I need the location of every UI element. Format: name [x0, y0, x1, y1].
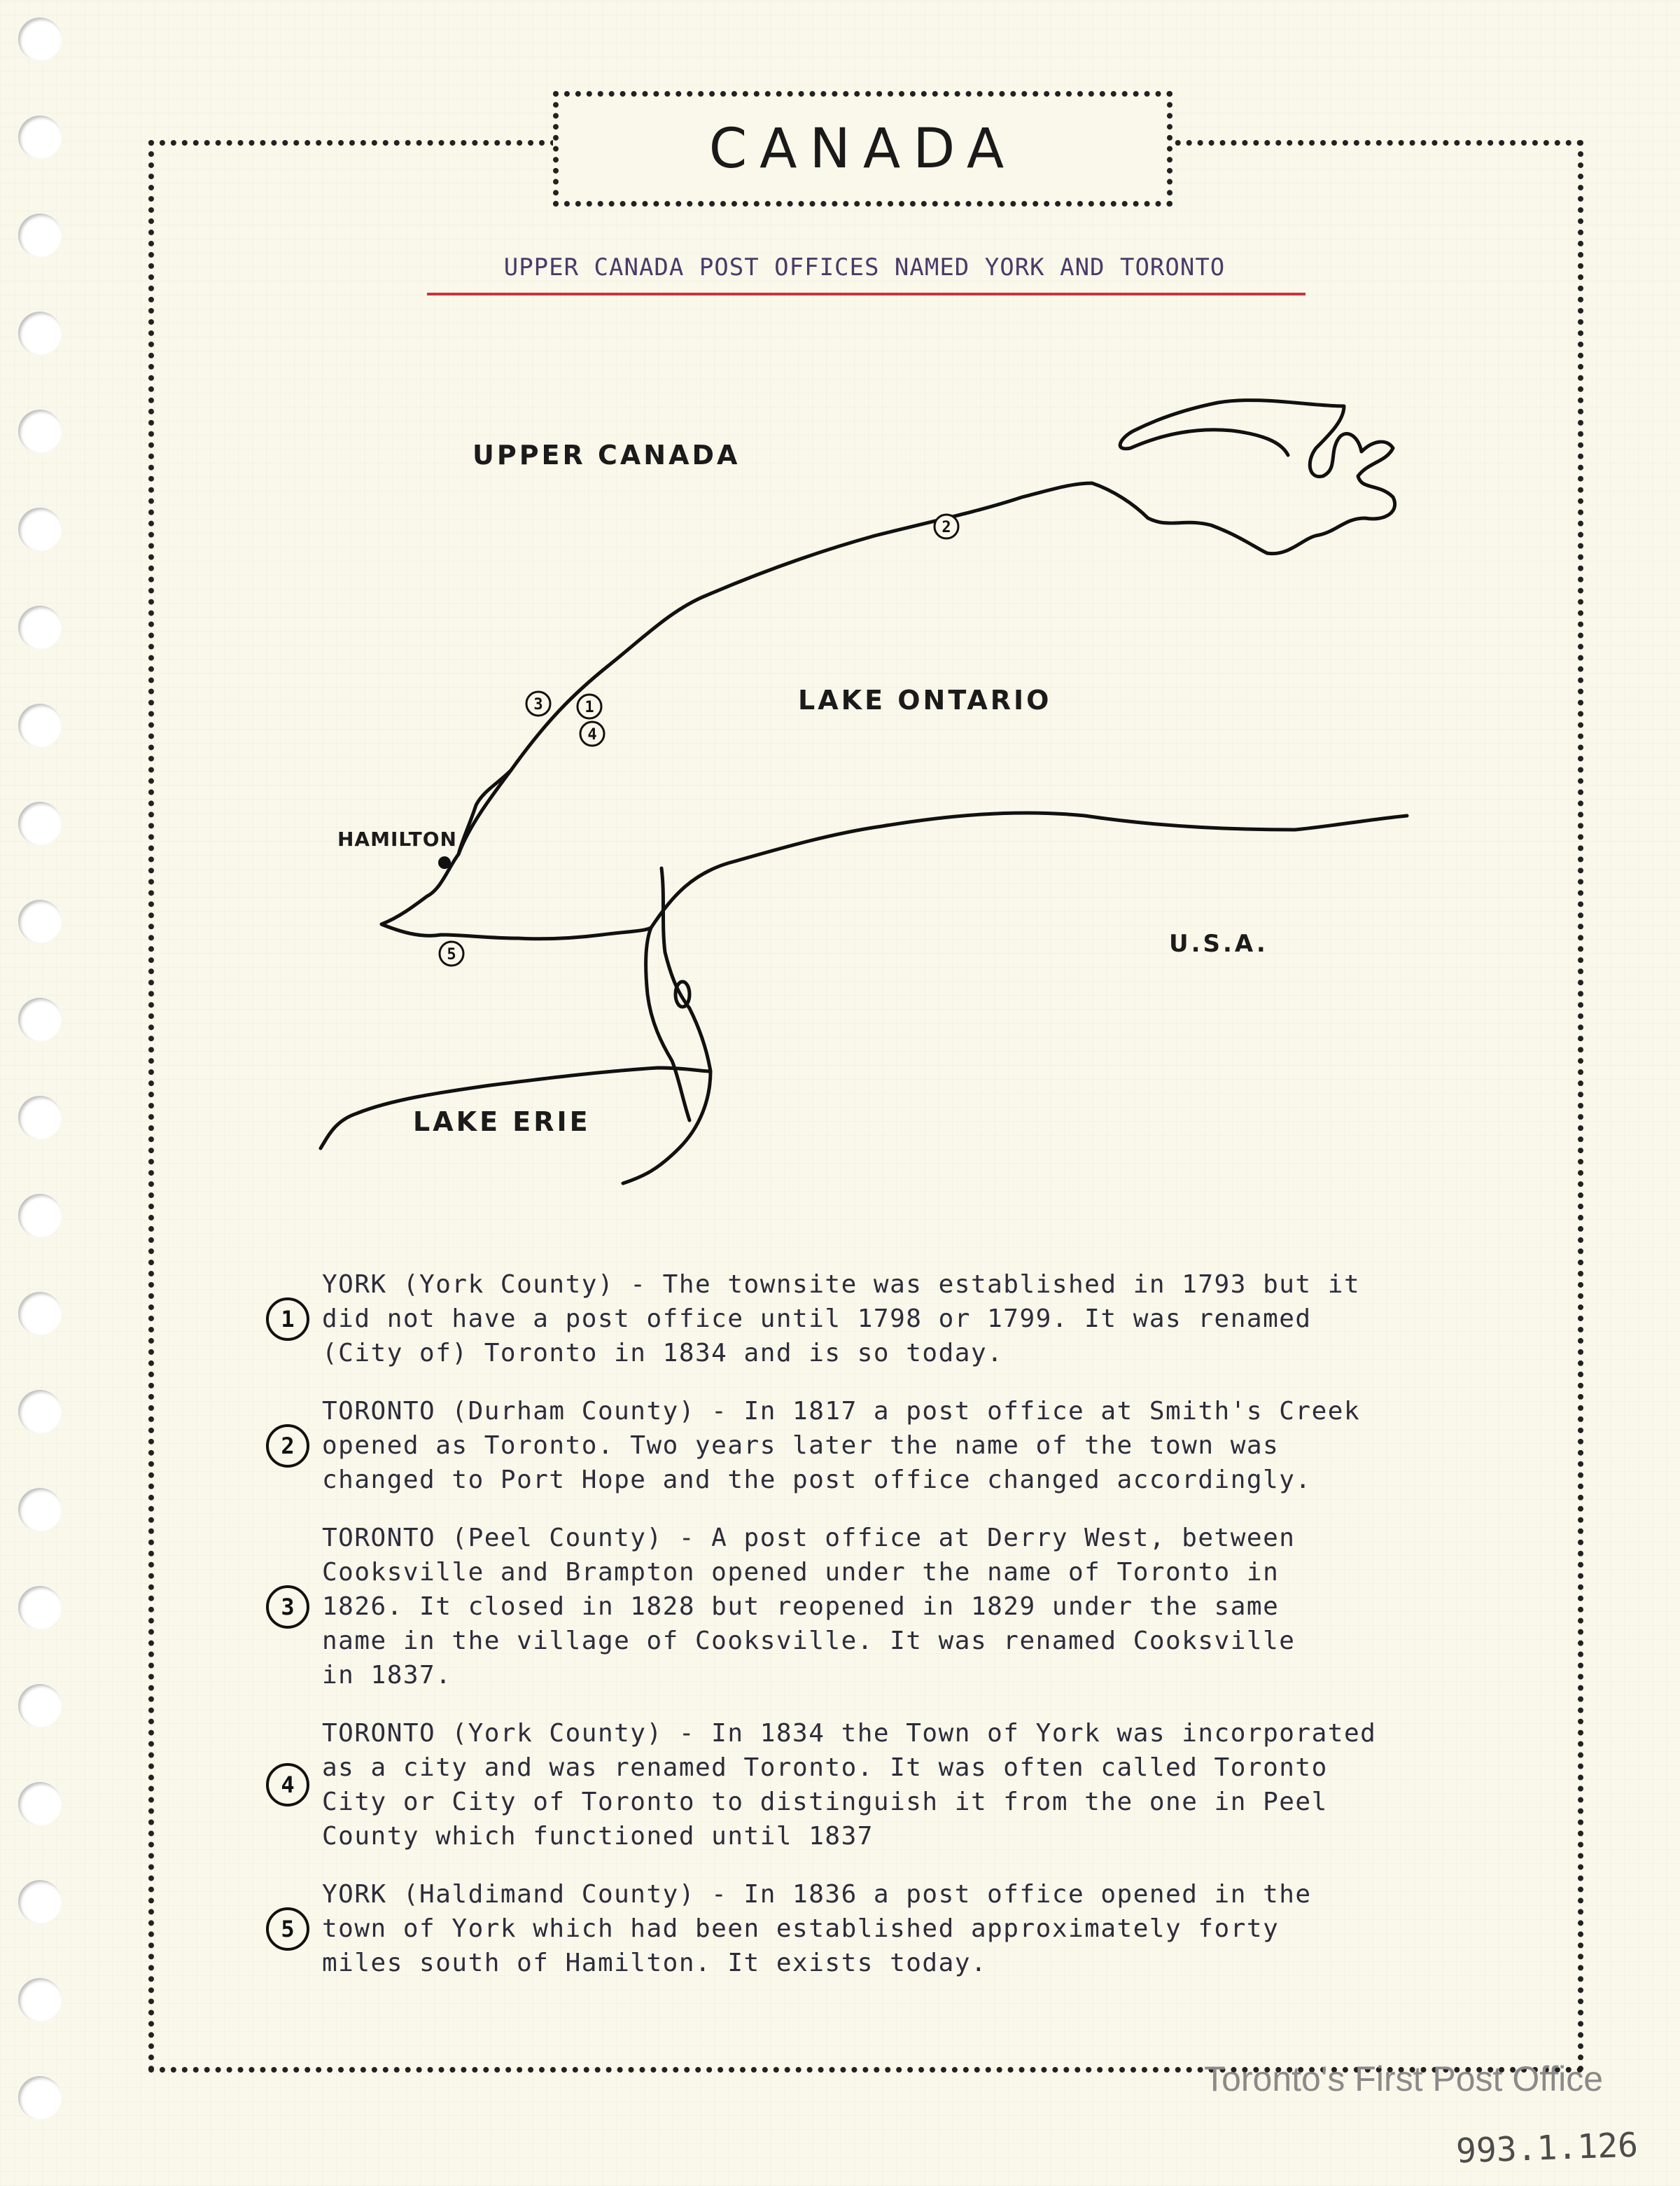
- svg-text:2: 2: [941, 519, 951, 536]
- binder-hole: [18, 1390, 62, 1433]
- note-number: 5: [266, 1907, 309, 1951]
- note-text: YORK (Haldimand County) - In 1836 a post office opened in the town of York which had been established approximately forty miles south of Hamilton. It exists today.: [322, 1880, 1312, 1977]
- svg-text:5: 5: [447, 946, 456, 963]
- note-text: TORONTO (Peel County) - A post office at Derry West, between Cooksville and Brampton opened under the name of Toronto in 1826. It closed in 1828 but reopened in 1829 under the same name in the village of Cooksville. It was renamed Cooksville in 1837.: [322, 1524, 1296, 1690]
- title-box: [553, 91, 1172, 207]
- binder-hole: [18, 410, 62, 453]
- binder-hole: [18, 18, 62, 61]
- binder-hole: [18, 214, 62, 257]
- notes-list: [259, 1267, 1505, 2004]
- binder-hole: [18, 1978, 62, 2021]
- map-drawing: [280, 378, 1470, 1204]
- lake-erie-label: LAKE ERIE: [413, 1106, 591, 1137]
- svg-text:4: 4: [587, 726, 597, 744]
- map-marker-4: [580, 722, 604, 746]
- binder-hole: [18, 1782, 62, 1825]
- note-text: YORK (York County) - The townsite was established in 1793 but it did not have a post office until 1798 or 1799. It was renamed (City of) Toronto in 1834 and is so today.: [322, 1270, 1361, 1367]
- lake-ontario-label: LAKE ONTARIO: [798, 685, 1052, 716]
- binder-hole: [18, 998, 62, 1041]
- subtitle-underline: [427, 293, 1306, 295]
- note-item: [259, 1394, 1505, 1497]
- page-subtitle: UPPER CANADA POST OFFICES NAMED YORK AND TORONTO: [503, 253, 1226, 281]
- binder-hole: [18, 1586, 62, 1629]
- binder-hole: [18, 1880, 62, 1923]
- map-marker-5: [440, 942, 463, 966]
- note-number: 3: [266, 1585, 309, 1629]
- hamilton-label: HAMILTON: [337, 828, 457, 851]
- map-marker-3: [526, 692, 550, 716]
- note-number: 4: [266, 1763, 309, 1806]
- upper-canada-label: UPPER CANADA: [472, 440, 741, 471]
- binder-hole: [18, 116, 62, 159]
- note-item: [259, 1716, 1505, 1853]
- binder-hole: [18, 1292, 62, 1335]
- note-number: 1: [266, 1297, 309, 1341]
- binder-hole: [18, 802, 62, 845]
- map-marker-1: [578, 695, 601, 718]
- hamilton-dot: [438, 856, 451, 869]
- handwritten-reference: 993.1.126: [1455, 2125, 1639, 2171]
- page-title: CANADA: [708, 117, 1017, 181]
- map-marker-2: [934, 515, 958, 538]
- niagara-river-east: [623, 868, 710, 1183]
- footer-caption: Toronto's First Post Office: [1204, 2059, 1603, 2098]
- note-number: 2: [266, 1424, 309, 1468]
- binder-hole: [18, 508, 62, 551]
- niagara-island: [676, 982, 690, 1007]
- binder-hole: [18, 1684, 62, 1727]
- note-text: TORONTO (York County) - In 1834 the Town of York was incorporated as a city and was renamed Toronto. It was often called Toronto City or City of Toronto to distinguish it from the one in Peel County which functioned until 1837: [322, 1719, 1377, 1851]
- svg-text:1: 1: [584, 699, 594, 716]
- svg-text:3: 3: [533, 696, 543, 713]
- binder-hole: [18, 704, 62, 747]
- usa-label: U.S.A.: [1169, 930, 1268, 958]
- lake-ontario-south-shore: [651, 813, 1407, 928]
- map: [280, 378, 1470, 1204]
- binder-hole: [18, 900, 62, 943]
- binder-hole: [18, 606, 62, 649]
- binder-hole: [18, 1488, 62, 1531]
- note-text: TORONTO (Durham County) - In 1817 a post office at Smith's Creek opened as Toronto. Two years later the name of the town was changed to Port Hope and the post office changed accordingly.: [322, 1397, 1361, 1494]
- lake-ontario-west-shore: [382, 770, 651, 939]
- note-item: [259, 1877, 1505, 1980]
- binder-holes: [0, 0, 84, 2186]
- note-item: [259, 1521, 1505, 1692]
- note-item: [259, 1267, 1505, 1370]
- binder-hole: [18, 1096, 62, 1139]
- binder-hole: [18, 2076, 62, 2119]
- binder-hole: [18, 312, 62, 355]
- binder-hole: [18, 1194, 62, 1237]
